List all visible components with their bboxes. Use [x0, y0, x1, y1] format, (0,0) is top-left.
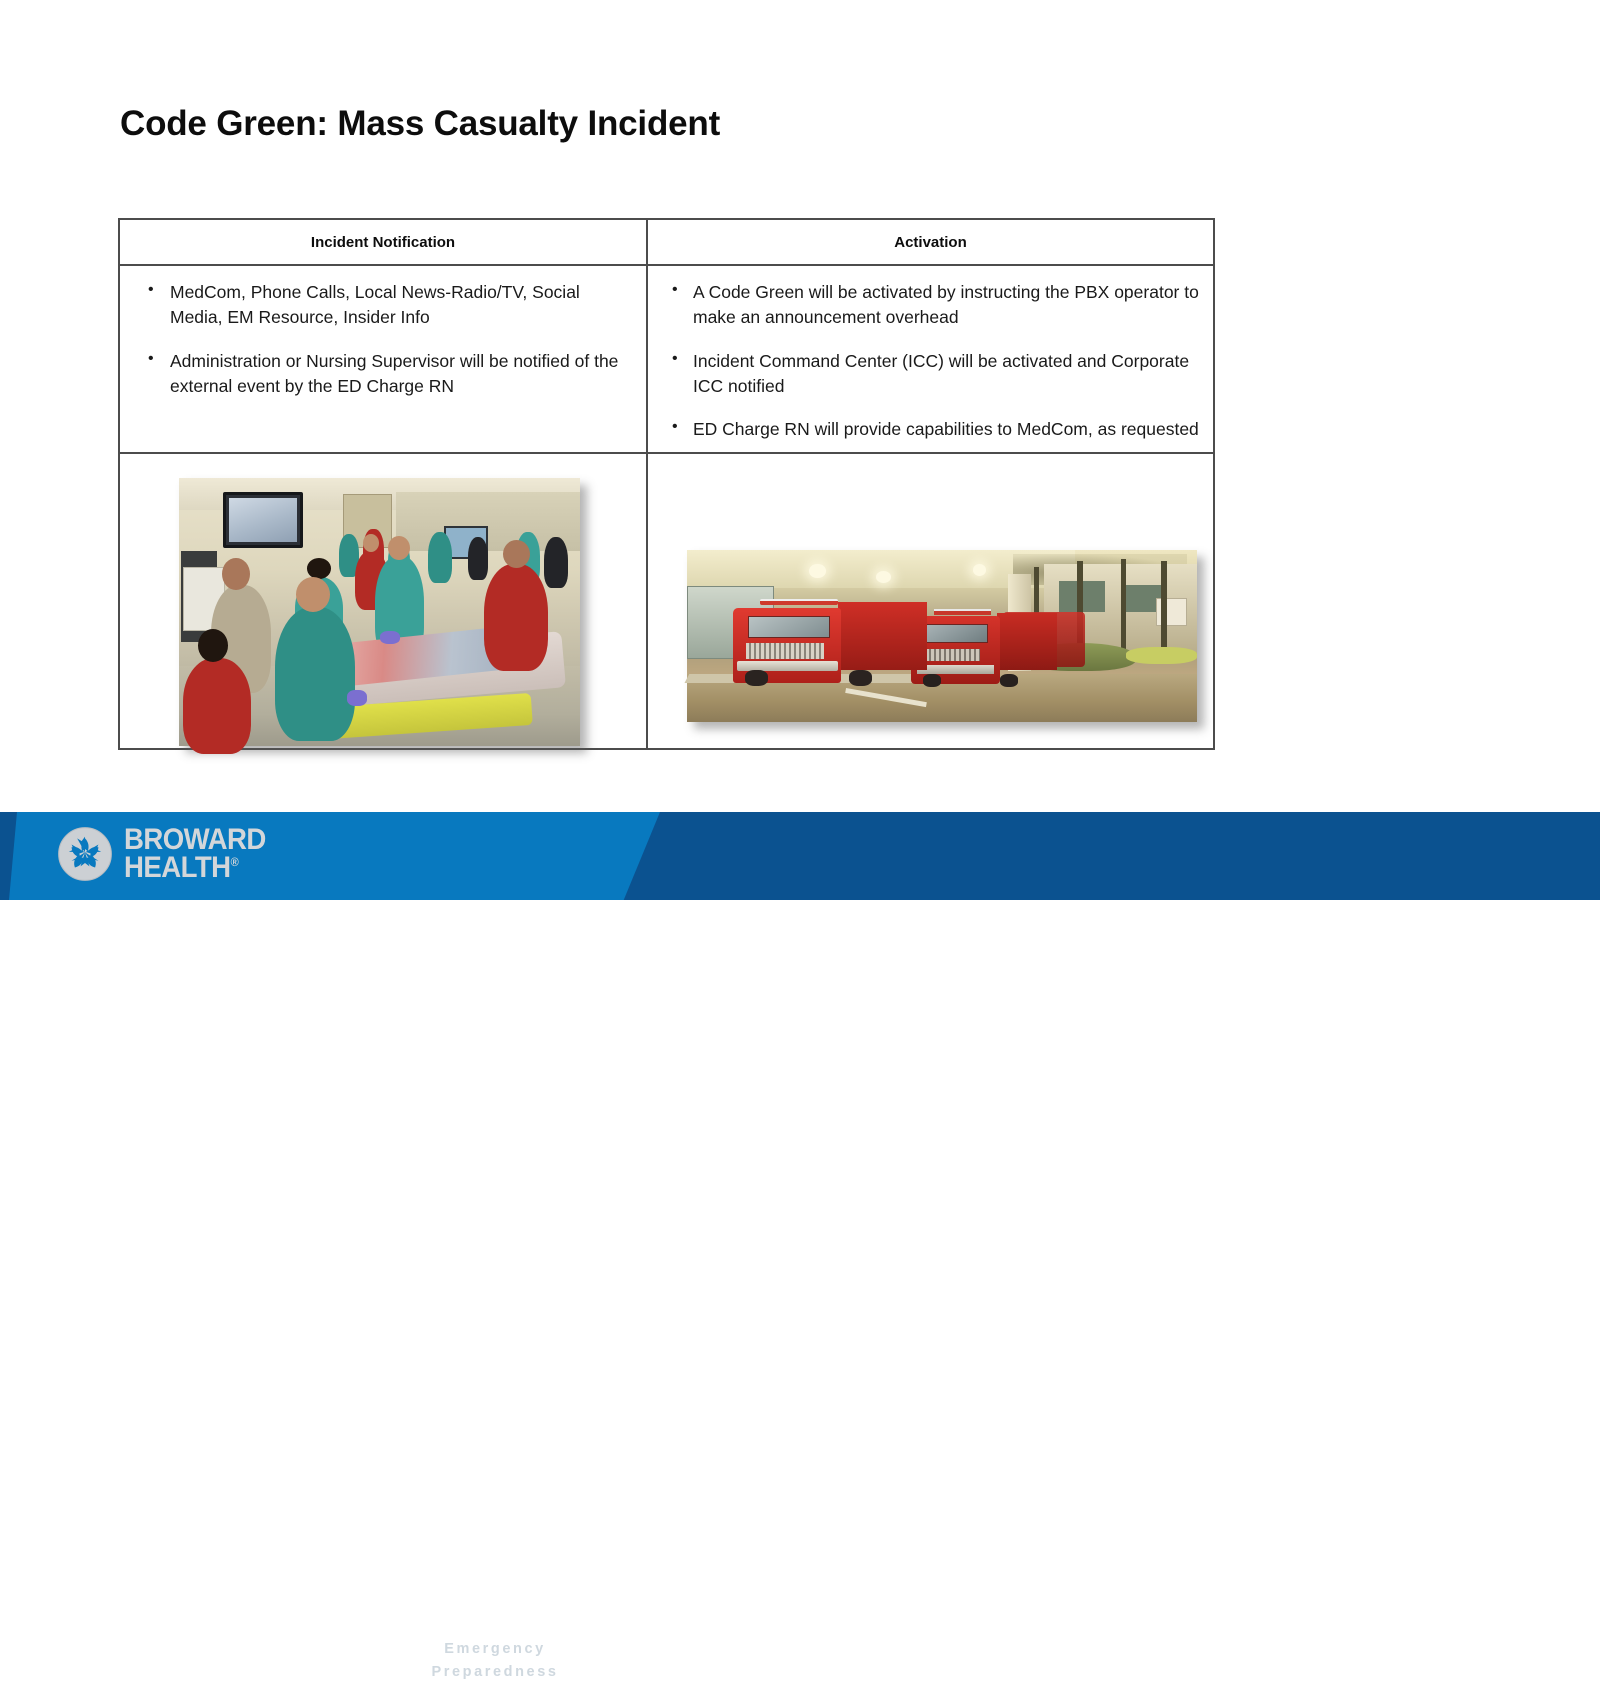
palm-trunk: [1161, 561, 1167, 650]
bumper: [917, 665, 994, 674]
table-images-row: [120, 454, 1213, 748]
table-header-row: [120, 220, 1213, 266]
fire-trucks-photo: [687, 550, 1197, 722]
ems-figure-right: [484, 564, 548, 671]
nurse-figure-foreground: [275, 607, 355, 741]
cell-incident-notification-image: [120, 454, 648, 748]
light-bar-icon: [760, 599, 838, 605]
broward-health-wordmark: [124, 823, 278, 884]
tagline-line-1: Emergency: [444, 1641, 546, 1657]
list-item: • MedCom, Phone Calls, Local News-Radio/TV, Social Media, EM Resource, Insider Info: [136, 280, 632, 330]
brand-line-2: [124, 851, 266, 884]
table-bullets-row: [120, 266, 1213, 454]
ed-drill-photo-wrapper: [179, 478, 580, 746]
tagline-line-2: Preparedness: [431, 1664, 559, 1681]
bullet-list-activation: [648, 266, 1213, 452]
list-item: • Incident Command Center (ICC) will be activated and Corporate ICC notified: [660, 349, 1205, 399]
gloved-hand-icon: [347, 690, 367, 706]
background-staff-figure: [468, 537, 488, 580]
slide-footer: [0, 812, 1600, 1681]
list-item: • Administration or Nursing Supervisor will be notified of the external event by the ED Charge RN: [136, 349, 632, 399]
fire-truck-scene-background: [687, 550, 1197, 722]
footer-tagline: [407, 1638, 583, 1685]
canopy-light-icon: [973, 564, 986, 576]
brand-line-1: BROWARD: [124, 823, 266, 857]
windshield: [926, 624, 989, 643]
wall-monitor-icon: [223, 492, 303, 548]
cell-incident-notification-bullets: [120, 266, 648, 452]
content-table: [118, 218, 1215, 750]
grille: [926, 649, 980, 661]
grille: [746, 643, 824, 658]
column-header-incident-notification: Incident Notification: [120, 220, 648, 264]
ed-scene-background: [179, 478, 580, 746]
tire: [745, 670, 768, 686]
bullet-list-incident-notification: [120, 266, 646, 408]
canopy-light-icon: [876, 571, 891, 583]
cell-activation-bullets: [648, 266, 1213, 452]
gloved-hand-icon: [380, 631, 400, 644]
landscaping-grass: [1126, 647, 1197, 664]
ems-figure-left: [183, 658, 251, 754]
cell-activation-image: [648, 454, 1213, 748]
ed-drill-photo: [179, 478, 580, 746]
fire-truck-second: [911, 607, 1054, 684]
list-item: • A Code Green will be activated by instructing the PBX operator to make an announcement overhead: [660, 280, 1205, 330]
fire-trucks-photo-wrapper: [687, 550, 1197, 722]
light-bar-icon: [934, 609, 991, 614]
canopy-light-icon: [809, 564, 825, 578]
page-title: Code Green: Mass Casualty Incident: [120, 104, 721, 143]
broward-health-logo: [57, 825, 278, 883]
tire: [849, 670, 872, 686]
background-staff-figure: [544, 537, 568, 588]
broward-health-star-emblem-icon: [57, 825, 113, 883]
windshield: [748, 616, 829, 637]
column-header-activation: Activation: [894, 233, 967, 251]
fire-truck-primary: [733, 593, 927, 682]
background-staff-figure: [428, 532, 452, 583]
palm-trunk: [1121, 559, 1127, 655]
brand-line-2-text: HEALTH: [124, 851, 231, 884]
registered-mark: ®: [230, 855, 239, 869]
list-item: • ED Charge RN will provide capabilities to MedCom, as requested: [660, 417, 1205, 442]
tire: [1000, 674, 1019, 686]
